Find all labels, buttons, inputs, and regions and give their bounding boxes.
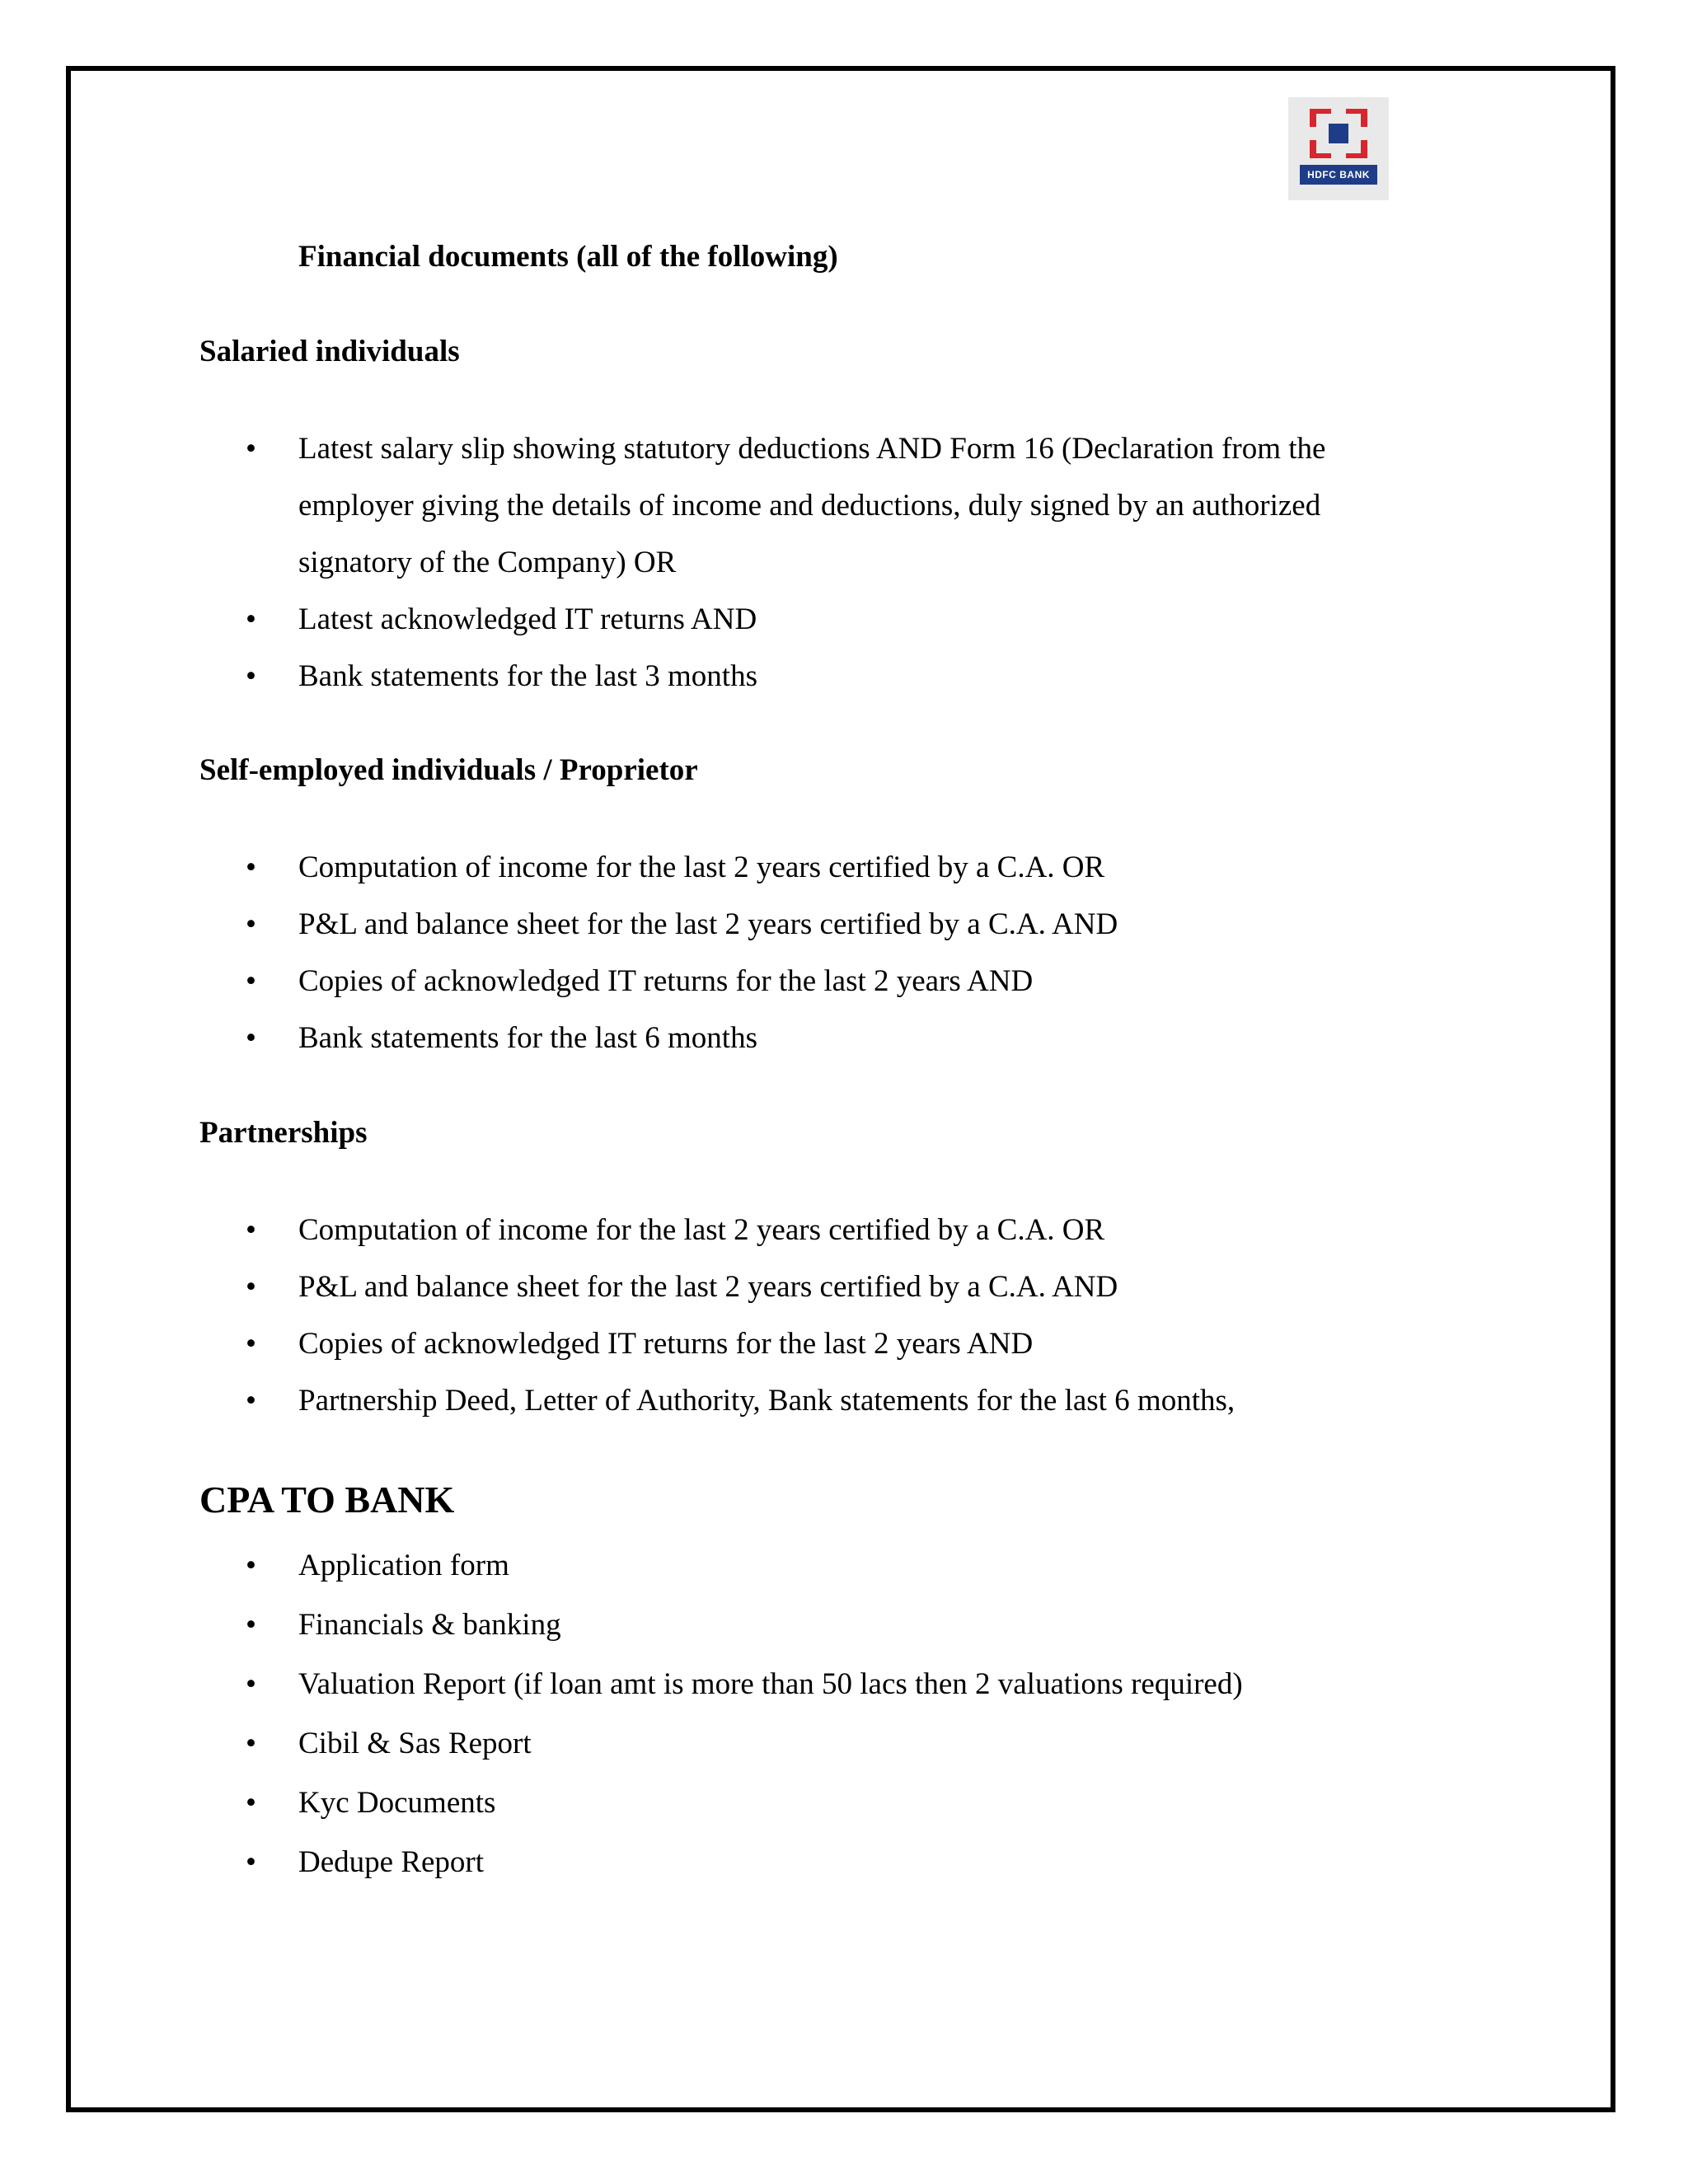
logo-wordmark: HDFC BANK	[1300, 165, 1377, 185]
list-item: • Partnership Deed, Letter of Authority, Bank statements for the last 6 months,	[0, 1372, 1235, 1429]
bullet: •	[246, 1021, 256, 1055]
list-item-continuation: employer giving the details of income and deductions, duly signed by an authorized	[298, 489, 1321, 523]
bullet: •	[246, 1270, 256, 1304]
list-item: • Application form	[0, 1536, 1243, 1596]
list-item: • Copies of acknowledged IT returns for the last 2 years AND	[0, 1315, 1235, 1372]
hdfc-logo-icon	[1306, 109, 1371, 158]
financial-documents-heading: Financial documents (all of the following)	[298, 240, 838, 274]
list-item: • Financials & banking	[0, 1596, 1243, 1655]
list-item: • Computation of income for the last 2 years certified by a C.A. OR	[0, 839, 1118, 896]
bullet: •	[246, 851, 256, 884]
salaried-heading: Salaried individuals	[199, 335, 460, 368]
list-item: • Bank statements for the last 6 months	[0, 1010, 1118, 1066]
bullet: •	[246, 659, 256, 693]
list-item: • Bank statements for the last 3 months	[0, 648, 1325, 705]
list-item: • Copies of acknowledged IT returns for the last 2 years AND	[0, 953, 1118, 1010]
cpa-to-bank-heading: CPA TO BANK	[199, 1479, 455, 1521]
bullet: •	[246, 1727, 256, 1760]
list-item: • Latest salary slip showing statutory deductions AND Form 16 (Declaration from the	[0, 420, 1325, 477]
partnerships-heading: Partnerships	[199, 1116, 368, 1150]
self-employed-list	[0, 839, 1118, 1066]
cpa-list	[0, 1536, 1243, 1892]
list-item: • Dedupe Report	[0, 1833, 1243, 1892]
bullet: •	[246, 602, 256, 636]
bullet: •	[246, 1667, 256, 1701]
list-item: • Latest acknowledged IT returns AND	[0, 591, 1325, 648]
bullet: •	[246, 1384, 256, 1418]
list-item: • P&L and balance sheet for the last 2 years certified by a C.A. AND	[0, 1258, 1235, 1315]
bullet: •	[246, 1549, 256, 1582]
list-item-continuation: signatory of the Company) OR	[298, 546, 677, 579]
list-item: • Kyc Documents	[0, 1774, 1243, 1833]
list-item: • Valuation Report (if loan amt is more than 50 lacs then 2 valuations required)	[0, 1655, 1243, 1714]
bullet: •	[246, 432, 256, 466]
bullet: •	[246, 1786, 256, 1820]
hdfc-bank-logo	[1288, 97, 1389, 200]
bullet: •	[246, 1608, 256, 1642]
bullet: •	[246, 907, 256, 941]
list-item: • Computation of income for the last 2 years certified by a C.A. OR	[0, 1202, 1235, 1258]
list-item: • Cibil & Sas Report	[0, 1714, 1243, 1774]
salaried-list	[0, 420, 1325, 705]
bullet: •	[246, 1327, 256, 1361]
partnerships-list	[0, 1202, 1235, 1429]
bullet: •	[246, 1213, 256, 1247]
list-item: • P&L and balance sheet for the last 2 years certified by a C.A. AND	[0, 896, 1118, 953]
bullet: •	[246, 1845, 256, 1879]
self-employed-heading: Self-employed individuals / Proprietor	[199, 753, 698, 787]
bullet: •	[246, 964, 256, 998]
